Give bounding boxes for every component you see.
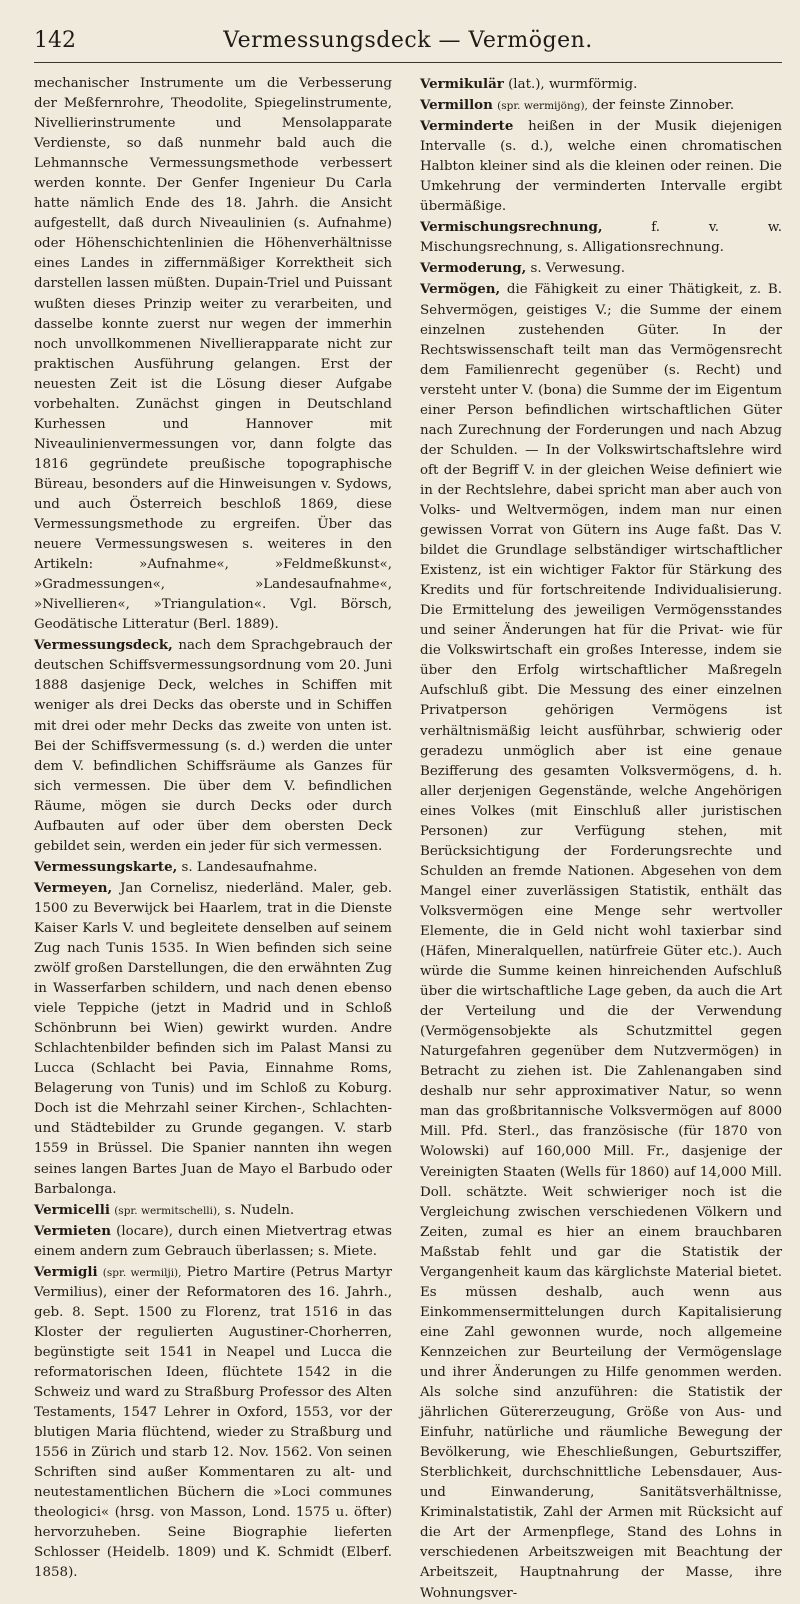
- entry-vermoderung: Vermoderung, s. Verwesung.: [420, 260, 626, 277]
- headword: Vermoderung,: [420, 260, 527, 277]
- entry-vermicelli: Vermicelli (spr. wermitschelli), s. Nudeln.: [34, 1201, 295, 1218]
- headword: Vermögen,: [420, 281, 501, 298]
- entry-continuation: mechanischer Instrumente um die Verbesserung der Meßfernrohre, Theodolite, Spiegelinstrumente, Nivellierinstrumente und Mensolapparate Verdienste, so daß nunmehr bald auch die Lehmannsche Vermessungsmethode verbessert werden konnte. Der Genfer Ingenieur Du Carla hatte nämlich Ende des 18. Jahrh. die Ansicht aufgestellt, daß durch Niveaulinien (s. Aufnahme) oder Höhenschichtenlinien die Höhenverhältnisse eines Landes in ziffernmäßiger Korrektheit sich darstellen lassen müßten. Dupain-Triel und Puissant wußten dieses Prinzip weiter zu verarbeiten, und dasselbe konnte zuerst nur wegen der immerhin noch unvollkommenen Nivellierapparate nicht zur praktischen Ausführung gelangen. Erst der neuesten Zeit ist die Lösung dieser Aufgabe vorbehalten. Zunächst gingen in Deutschland Kurhessen und Hannover mit Niveaulinienvermessungen vor, dann folgte das 1816 gegründete preußische topographische Büreau, besonders auf die Hinweisungen v. Sydows, und auch Österreich beschloß 1869, diese Vermessungsmethode zu ergreifen. Über das neuere Vermessungswesen s. weiteres in den Artikeln: »Aufnahme«, »Feldmeßkunst«, »Gradmessungen«, »Landesaufnahme«, »Nivellieren«, »Triangulation«. Vgl. Börsch, Geodätische Litteratur (Berl. 1889).: [34, 76, 392, 633]
- left-column: [34, 74, 392, 1581]
- headword: Verminderte: [420, 118, 514, 135]
- page-number: 142: [34, 28, 76, 53]
- headword: Vermieten: [34, 1222, 111, 1239]
- entry-vermillon: Vermillon (spr. wermijöng), der feinste Zinnober.: [420, 97, 735, 114]
- entry-vermischungsrechnung: Vermischungsrechnung, f. v. w. Mischungsrechnung, s. Alligationsrechnung.: [420, 219, 782, 256]
- headword: Vermischungsrechnung,: [420, 219, 603, 236]
- headword: Vermikulär: [420, 76, 504, 92]
- entry-vermigli: Vermigli (spr. wermilji), Pietro Martire (Petrus Martyr Vermilius), einer der Reformatoren des 16. Jahrh., geb. 8. Sept. 1500 zu Florenz, trat 1516 in das Kloster der regulierten Augustiner-Chorherren, begünstigte seit 1541 in Neapel und Lucca die reformatorischen Ideen, flüchtete 1542 in die Schweiz und ward zu Straßburg Professor des Alten Testaments, 1547 Lehrer in Oxford, 1553, vor der blutigen Maria flüchtend, wieder zu Straßburg und 1556 in Zürich und starb 12. Nov. 1562. Von seinen Schriften sind außer Kommentaren zu alt- und neutestamentlichen Büchern die »Loci communes theologici« (hrsg. von Masson, Lond. 1575 u. öfter) hervorzuheben. Seine Biographie lieferten Schlosser (Heidelb. 1809) und K. Schmidt (Elberf. 1858).: [34, 1263, 392, 1581]
- entry-vermieten: Vermieten (locare), durch einen Mietvertrag etwas einem andern zum Gebrauch überlassen; s. Miete.: [34, 1222, 392, 1259]
- entry-vermikulaer: Vermikulär (lat.), wurmförmig.: [420, 76, 638, 92]
- headword: Vermeyen,: [34, 879, 113, 896]
- headword: Vermessungskarte,: [34, 858, 178, 875]
- entry-vermessungskarte: Vermessungskarte, s. Landesaufnahme.: [34, 858, 318, 875]
- running-title: Vermessungsdeck — Vermögen.: [223, 28, 593, 53]
- page-header: [34, 28, 782, 63]
- pronunciation: (spr. wermilji),: [102, 1266, 182, 1279]
- entry-vermeyen: Vermeyen, Jan Cornelisz, niederländ. Maler, geb. 1500 zu Beverwijck bei Haarlem, trat in die Dienste Kaiser Karls V. und begleitete denselben auf seinem Zug nach Tunis 1535. In Wien befinden sich seine zwölf großen Darstellungen, die den erwähnten Zug in Wasserfarben schildern, und nach denen ebenso viele Teppiche (jetzt in Madrid und in Schloß Schönbrunn bei Wien) gewirkt wurden. Andre Schlachtenbilder befinden sich im Palast Mansi zu Lucca (Schlacht bei Pavia, Einnahme Roms, Belagerung von Tunis) und im Schloß zu Koburg. Doch ist die Mehrzahl seiner Kirchen-, Schlachten- und Städtebilder zu Grunde gegangen. V. starb 1559 in Brüssel. Die Spanier nannten ihn wegen seines langen Bartes Juan de Mayo el Barbudo oder Barbalonga.: [34, 879, 392, 1197]
- right-column: [420, 74, 782, 1601]
- entry-vermoegen: Vermögen, die Fähigkeit zu einer Thätigkeit, z. B. Sehvermögen, geistiges V.; die Summe der einem einzelnen zustehenden Güter. In der Rechtswissenschaft teilt man das Vermögensrecht dem Familienrecht gegenüber (s. Recht) und versteht unter V. (bona) die Summe der im Eigentum einer Person befindlichen wirtschaftlichen Güter nach Zurechnung der Forderungen und nach Abzug der Schulden. — In der Volkswirtschaftslehre wird oft der Begriff V. in der gleichen Weise definiert wie in der Rechtslehre, dabei spricht man aber auch von Volks- und Weltvermögen, indem man nur einen gewissen Vorrat von Gütern ins Auge faßt. Das V. bildet die Grundlage selbständiger wirtschaftlicher Existenz, ist ein wichtiger Faktor für Stärkung des Kredits und für fortschreitende Individualisierung. Die Ermittelung des jeweiligen Vermögensstandes und seiner Änderungen hat für die Privat- wie für die Volkswirtschaft ein großes Interesse, indem sie über den Erfolg wirtschaftlicher Maßregeln Aufschluß gibt. Die Messung des einer einzelnen Privatperson gehörigen Vermögens ist verhältnismäßig leicht ausführbar, schwierig oder geradezu unmöglich aber ist eine genaue Bezifferung des gesamten Volksvermögens, d. h. aller derjenigen Gegenstände, welche Angehörigen eines Volkes (mit Einschluß aller juristischen Personen) zur Verfügung stehen, mit Berücksichtigung der Forderungsrechte und Schulden an fremde Nationen. Abgesehen von dem Mangel einer zuverlässigen Statistik, enthält das Volksvermögen eine Menge sehr wertvoller Elemente, die in Geld nicht wohl taxierbar sind (Häfen, Mineralquellen, natürfreie Güter etc.). Auch würde die Summe keinen hinreichenden Aufschluß über die wirtschaftliche Lage geben, da auch die Art der Verteilung und die der Verwendung (Vermögensobjekte als Schutzmittel gegen Naturgefahren gegenüber dem Nutzvermögen) in Betracht zu ziehen ist. Die Zahlenangaben sind deshalb nur sehr approximativer Natur, so wenn man das großbritannische Volksvermögen auf 8000 Mill. Pfd. Sterl., das französische (für 1870 von Wolowski) auf 160,000 Mill. Fr., dasjenige der Vereinigten Staaten (Wells für 1860) auf 14,000 Mill. Doll. schätzte. Weit schwieriger noch ist die Vergleichung zwischen verschiedenen Völkern und Zeiten, zumal es hier an einem brauchbaren Maßstab fehlt und gar die Statistik der Vergangenheit kaum das kärglichste Material bietet. Es müssen deshalb, auch wenn aus Einkommensermittelungen durch Kapitalisierung eine Zahl gewonnen wurde, noch allgemeine Kennzeichen zur Beurteilung der Vermögenslage und ihrer Änderungen zu Hilfe genommen werden. Als solche sind anzuführen: die Statistik der jährlichen Gütererzeugung, Größe von Aus- und Einfuhr, natürliche und räumliche Bewegung der Bevölkerung, wie Eheschließungen, Geburtsziffer, Sterblichkeit, durchschnittliche Lebensdauer, Aus- und Einwanderung, Sanitätsverhältnisse, Kriminalstatistik, Zahl der Armen mit Rücksicht auf die Art der Armenpflege, Stand des Lohns in verschiedenen Arbeitszweigen mit Beachtung der Arbeitszeit, Hauptnahrung der Masse, ihre Wohnungsver-: [420, 281, 782, 1601]
- pronunciation: (spr. wermijöng),: [497, 100, 588, 113]
- pronunciation: (spr. wermitschelli),: [114, 1204, 221, 1217]
- headword: Vermessungsdeck,: [34, 637, 173, 654]
- headword: Vermigli: [34, 1263, 98, 1280]
- headword: Vermicelli: [34, 1201, 110, 1218]
- entry-verminderte: Verminderte heißen in der Musik diejenigen Intervalle (s. d.), welche einen chromatischen Halbton kleiner sind als die kleinen oder reinen. Die Umkehrung der verminderten Intervalle ergibt übermäßige.: [420, 118, 782, 215]
- headword: Vermillon: [420, 97, 493, 114]
- entry-vermessungsdeck: Vermessungsdeck, nach dem Sprachgebrauch der deutschen Schiffsvermessungsordnung vom 20. Juni 1888 dasjenige Deck, welches in Schiffen mit weniger als drei Decks das oberste und in Schiffen mit drei oder mehr Decks das zweite von unten ist. Bei der Schiffsvermessung (s. d.) werden die unter dem V. befindlichen Schiffsräume als Ganzes für sich vermessen. Die über dem V. befindlichen Räume, mögen sie durch Decks oder durch Aufbauten auf oder über dem obersten Deck gebildet sein, werden ein jeder für sich vermessen.: [34, 637, 392, 854]
